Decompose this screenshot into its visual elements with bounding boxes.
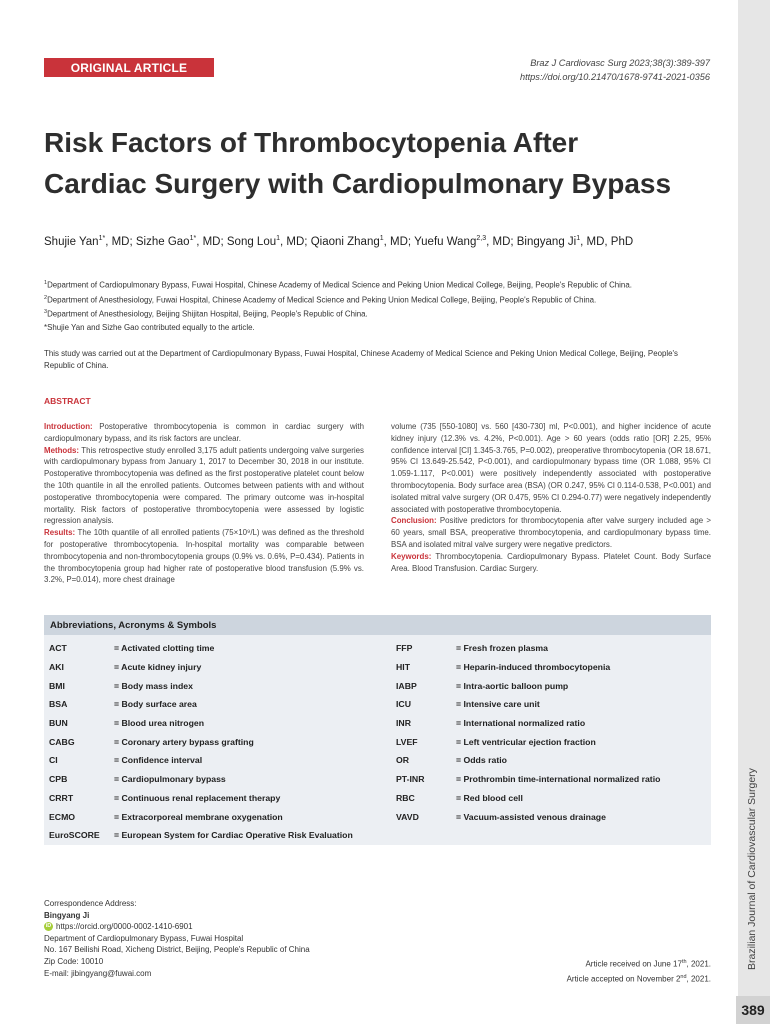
abbreviation-row: BUN = Blood urea nitrogen [49,718,205,729]
received-date: Article received on June 17th, 2021. [585,959,711,969]
page-number: 389 [736,996,770,1024]
abbreviation-row: CPB = Cardiopulmonary bypass [49,774,226,785]
orcid-link[interactable]: https://orcid.org/0000-0002-1410-6901 [56,922,193,932]
abbreviation-row: CABG = Coronary artery bypass grafting [49,736,254,747]
abbreviation-row: LVEF = Left ventricular ejection fraction [396,736,596,747]
abstract-methods: Methods: This retrospective study enrolled 3,175 adult patients undergoing valve surgeries with cardiopulmonary bypass from January 1, 2017 to December 30, 2018 in our institute. Postoperative thrombocytopenia was defined as the first postoperative platelet count below the 10th quantile in all the enrolled patients. Outcomes between patients with and without postoperative thrombocytopenia were compared. The primary outcome was in-hospital mortality. Risk factors of postoperative thrombocytopenia were assessed by logistic regression analysis. [44,445,364,526]
citation-line: Braz J Cardiovasc Surg 2023;38(3):389-397 [530,58,710,68]
author: Qiaoni Zhang$^1$, MD; [310,235,415,248]
orcid-row [44,921,384,933]
abbreviation-row: CRRT = Continuous renal replacement therapy [49,792,281,803]
abbreviations-box [44,615,711,845]
affiliation: $^1$Department of Cardiopulmonary Bypass, Fuwai Hospital, Chinese Academy of Medical Science and Peking Union Medical College, Beijing, People's Republic of China. [44,280,632,290]
author: Shujie Yan$^{1*}$, MD; [44,235,136,248]
correspondence-address [44,898,384,979]
abbreviation-row: BSA = Body surface area [49,699,197,710]
abbreviation-row: INR = International normalized ratio [396,718,586,729]
abbreviation-row: AKI = Acute kidney injury [49,662,202,673]
correspondence-heading: Correspondence Address: [44,899,137,908]
abstract-introduction: Introduction: Postoperative thrombocytopenia is common in cardiac surgery with cardiopulmonary bypass, and its risk factors are unclear. [44,422,364,443]
abbreviations-column-right [396,639,706,826]
abstract-results-continued: volume (735 [550-1080] vs. 560 [430-730] ml, P<0.001), and higher incidence of acute kidney injury (12.3% vs. 4.2%, P<0.001). Age > 60 years (odds ratio [OR] 2.25, 95% confidence interval [CI] 1.345-3.765, P=0.002), preoperative thrombocytopenia (OR 18.671, 95% CI 13.649-25.542, P<0.001), and cardiopulmonary bypass time (OR 1.088, 95% CI 1.059-1.117, P<0.001) were positively independently associated with postoperative thrombocytopenia. Body surface area (BSA) (OR 0.247, 95% CI 0.114-0.538, P<0.001) and isolated mitral valve surgery (OR 0.475, 95% CI 0.294-0.77) were negatively independently associated with postoperative thrombocytopenia. [391,422,711,514]
abbreviation-row: PT-INR = Prothrombin time-international normalized ratio [396,774,661,785]
abstract-heading: ABSTRACT [44,396,91,406]
abbreviation-row: ICU = Intensive care unit [396,699,540,710]
article-type-badge: ORIGINAL ARTICLE [44,58,214,77]
abstract-keywords: Keywords: Thrombocytopenia. Cardiopulmonary Bypass. Platelet Count. Body Surface Area. Blood Transfusion. Cardiac Surgery. [391,551,711,573]
abbreviation-row: IABP = Intra-aortic balloon pump [396,680,569,691]
affiliations [44,277,724,321]
abstract-column-left [44,421,364,586]
equal-contribution-note: *Shujie Yan and Sizhe Gao contributed equally to the article. [44,323,255,332]
abstract-results: Results: The 10th quantile of all enrolled patients (75×10⁹/L) was defined as the threshold for postoperative thrombocytopenia. In-hospital mortality was comparable between thrombocytopenia and non-thrombocytopenia groups (0.9% vs. 0.6%, P=0.434). Patients in the thrombocytopenia group had higher rate of postoperative blood transfusion (5.9% vs. 3.2%, P=0.014), more chest drainage [44,528,364,585]
correspondence-name: Bingyang Ji [44,910,90,920]
journal-citation [370,56,710,84]
orcid-icon: iD [44,922,53,931]
article-dates [471,956,711,986]
abbreviations-title: Abbreviations, Acronyms & Symbols [44,615,711,635]
abbreviation-row: ECMO = Extracorporeal membrane oxygenation [49,811,283,822]
study-location-note: This study was carried out at the Department of Cardiopulmonary Bypass, Fuwai Hospital, Chinese Academy of Medical Science and Peking Union Medical College, Beijing, People's Republic of China. [44,349,678,370]
address-line: Department of Cardiopulmonary Bypass, Fuwai Hospital [44,933,244,943]
abbreviation-row: HIT = Heparin-induced thrombocytopenia [396,662,611,673]
abbreviation-row: OR = Odds ratio [396,755,507,766]
author: Bingyang Ji$^1$, MD, PhD [516,235,634,248]
title-line: Risk Factors of Thrombocytopenia After [44,127,579,158]
abbreviation-row: CI = Confidence interval [49,755,203,766]
abstract-conclusion: Conclusion: Positive predictors for thrombocytopenia after valve surgery included age > 60 years, small BSA, preoperative thrombocytopenia, and cardiopulmonary bypass time. BSA and isolated mitral valve surgery were negative predictors. [391,516,711,549]
abbreviation-row: VAVD = Vacuum-assisted venous drainage [396,811,606,822]
journal-name-vertical: Brazilian Journal of Cardiovascular Surgery [746,768,758,970]
email[interactable]: E-mail: jibingyang@fuwai.com [44,968,152,978]
abbreviation-row: RBC = Red blood cell [396,792,523,803]
accepted-date: Article accepted on November 2nd, 2021. [566,974,711,984]
address-line: No. 167 Beilishi Road, Xicheng District, Beijing, People's Republic of China [44,945,310,955]
article-title [44,122,724,204]
zip-code: Zip Code: 10010 [44,956,104,966]
author: Yuefu Wang$^{2,3}$, MD; [414,235,517,248]
affiliation: $^2$Department of Anesthesiology, Fuwai Hospital, Chinese Academy of Medical Science and Peking Union Medical College, Beijing, People's Republic of China. [44,294,597,305]
abbreviation-row: FFP = Fresh frozen plasma [396,643,548,654]
author: Song Lou$^1$, MD; [226,235,311,248]
title-line: Cardiac Surgery with Cardiopulmonary Bypass [44,168,672,199]
abbreviations-column-left [49,639,389,845]
doi-link[interactable]: https://doi.org/10.21470/1678-9741-2021-0356 [519,72,710,82]
author: Sizhe Gao$^{1*}$, MD; [135,235,227,248]
abstract-column-right [391,421,711,574]
abbreviation-row: EuroSCORE = European System for Cardiac Operative Risk Evaluation [49,830,353,841]
abbreviation-row: BMI = Body mass index [49,680,193,691]
author-list [44,230,724,251]
abbreviation-row: ACT = Activated clotting time [49,643,215,654]
affiliation: $^3$Department of Anesthesiology, Beijing Shijitan Hospital, Beijing, People's Republic of China. [44,309,368,319]
